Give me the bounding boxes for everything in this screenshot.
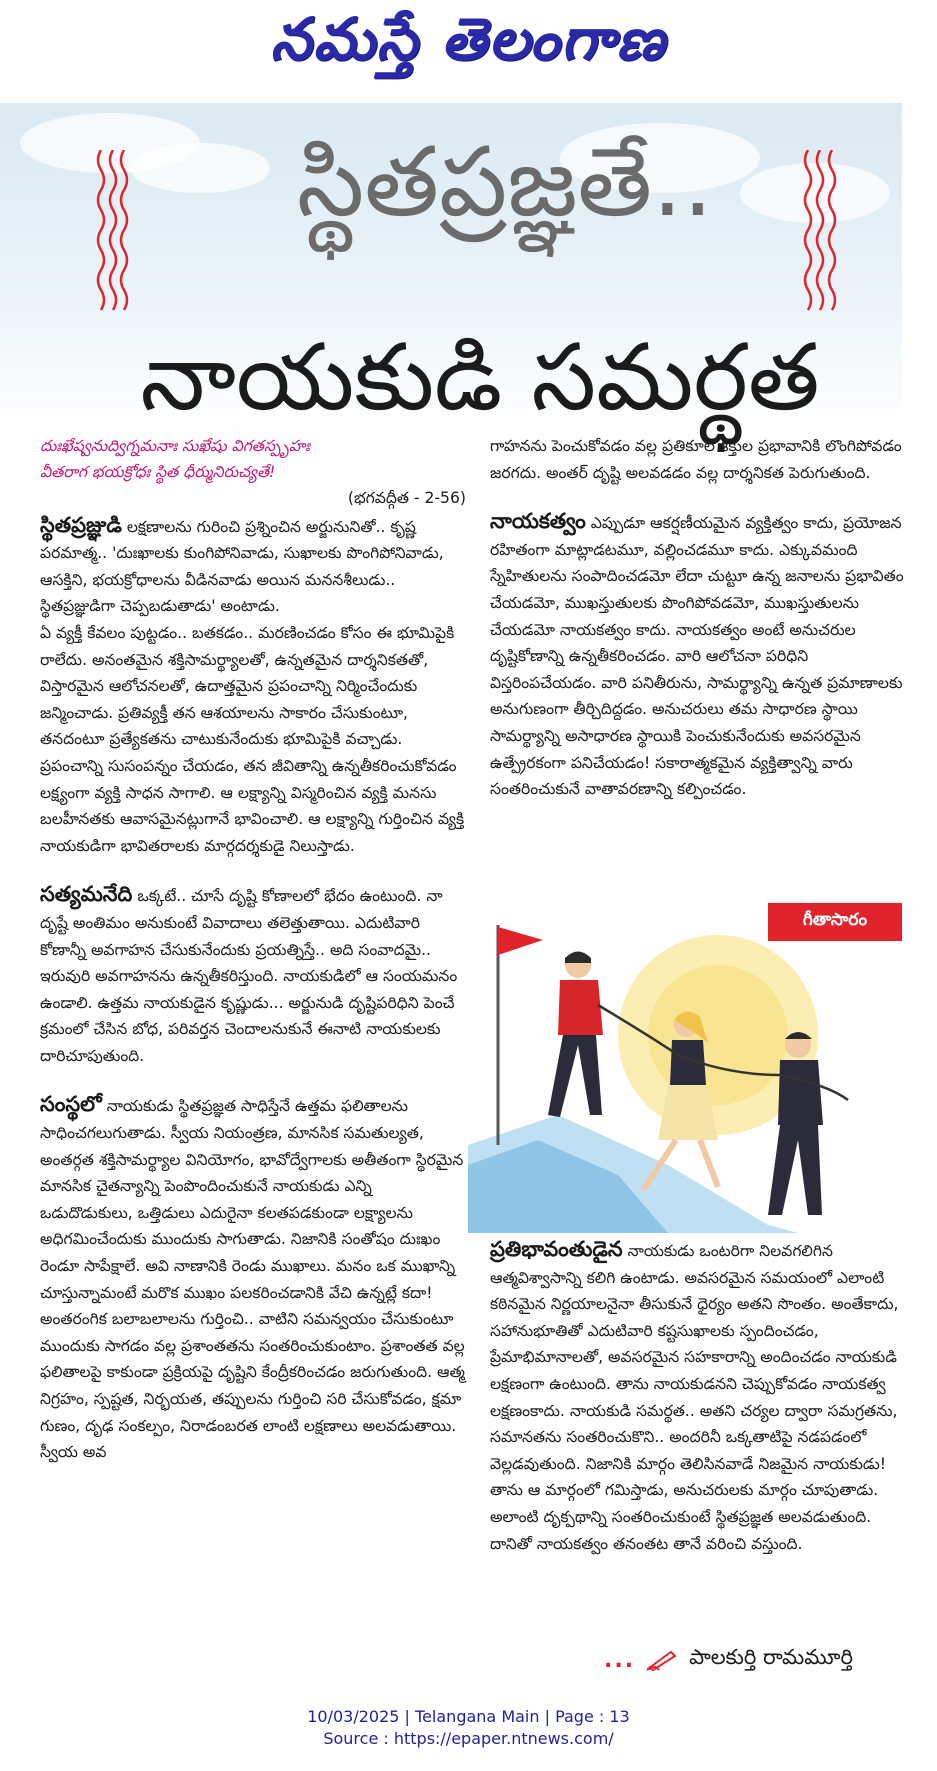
byline bbox=[604, 1640, 904, 1680]
section-badge: గీతాసారం bbox=[768, 903, 902, 941]
paragraph-text: ఒక్కటే.. చూసే దృష్టి కోణాలలో భేదం ఉంటుంది. నా దృష్టే అంతిమం అనుకుంటే వివాదాలు తలెత్తుతాయి. ఎదుటివారి కోణాన్నీ అవగాహన చేసుకునేందుకు ప్రయత్నిస్తే.. అది సంవాదమై.. ఇరువురి అవగాహనను ఉన్నతీకరిస్తుంది. నాయకుడిలో ఆ సంయమనం ఉండాలి. ఉత్తమ నాయకుడైన కృష్ణుడు... అర్జునుడి దృష్టిపరిధిని పెంచే క్రమంలో చేసిన బోధ, పరివర్తన చెందాలనుకునే ఈనాటి నాయకులకు దారిచూపుతుంది. bbox=[40, 887, 458, 1065]
paragraph-text: ఎప్పుడూ ఆకర్షణీయమైన వ్యక్తిత్వం కాదు, ప్రయోజన రహితంగా మాట్లాడటమూ, వల్లించడమూ కాదు. ఎక్కువమంది స్నేహితులను సంపాదించడమో లేదా చుట్టూ ఉన్న జనాలను ప్రభావితం చేయడమో, ముఖస్తుతులకు పొంగిపోవడమో, ముఖస్తుతులను చేయడమో నాయకత్వం కాదు. నాయకత్వం అంటే అనుచరుల దృష్టికోణాన్ని ఉన్నతీకరించడం. వారి ఆలోచనా పరిధిని విస్తరింపచేయడం. వారి పనితీరును, సామర్థ్యాన్ని ఉన్నత ప్రమాణాలకు అనుగుణంగా తీర్చిదిద్దడం. అనుచరులు తమ సాధారణ స్థాయి సామర్థ్యాన్ని అసాధారణ స్థాయికి పెంచుకునేందుకు అవసరమైన ఉత్ప్రేరకంగా పనిచేయడం! సకారాత్మకమైన వ్యక్తిత్వాన్ని వారు సంతరించుకునే వాతావరణాన్ని కల్పించడం. bbox=[490, 514, 904, 799]
author-name: పాలకుర్తి రామమూర్తి bbox=[689, 1645, 853, 1669]
headline-line-2: నాయకుడి సమర్థత bbox=[140, 324, 820, 431]
right-column-top bbox=[490, 433, 908, 803]
decor-squiggle-left-2 bbox=[118, 150, 144, 320]
masthead-title: నమస్తే తెలంగాణ bbox=[270, 4, 667, 73]
paragraph-lead: సంస్థలో bbox=[40, 1092, 102, 1117]
paragraph bbox=[40, 1091, 466, 1465]
paragraph bbox=[40, 512, 466, 620]
paragraph-text: లక్షణాలను గురించి ప్రశ్నించిన అర్జునునితో.. కృష్ణ పరమాత్మ.. 'దుఃఖాలకు కుంగిపోనివాడు, సుఖాలకు పొంగిపోనివాడు, ఆసక్తిని, భయక్రోధాలను వీడినవాడు అయిన మననశీలుడు.. స్థితప్రజ్ఞుడిగా చెప్పబడుతాడు' అంటాడు. bbox=[40, 517, 444, 616]
headline-line-1: స్థితప్రజ్ఞతే.. bbox=[296, 126, 714, 238]
leadership-illustration bbox=[468, 925, 902, 1233]
pen-icon bbox=[645, 1648, 679, 1672]
verse-reference: (భగవద్గీత - 2-56) bbox=[347, 489, 466, 507]
right-column-bottom bbox=[490, 1236, 908, 1557]
page-footer bbox=[0, 1706, 937, 1750]
footer-source-line: Source : https://epaper.ntnews.com/ bbox=[323, 1729, 614, 1748]
paragraph: ఏ వ్యక్తీ కేవలం పుట్టడం.. బతకడం.. మరణించడం కోసం ఈ భూమిపైకి రాలేదు. అనంతమైన శక్తిసామర్థ్యాలతో, ఉన్నతమైన దార్శనికతతో, విస్తారమైన ఆలోచనలతో, ఉదాత్తమైన ప్రపంచాన్ని నిర్మించేందుకు జన్మించాడు. ప్రతివ్యక్తీ తన ఆశయాలను సాకారం చేసుకుంటూ, తనదంటూ ప్రత్యేకతను చాటుకునేందుకు భూమిపైకి వచ్చాడు. ప్రపంచాన్ని సుసంపన్నం చేయడం, తన జీవితాన్ని ఉన్నతీకరించుకోవడం లక్ష్యంగా వ్యక్తి సాధన సాగాలి. ఆ లక్ష్యాన్ని విస్మరించిన వ్యక్తి మనసు బలహీనతకు ఆవాసమైనట్లుగానే భావించాలి. ఆ లక్ష్యాన్ని గుర్తించిన వ్యక్తి నాయకుడిగా భావితరాలకు మార్గదర్శకుడై నిలుస్తాడు. bbox=[40, 623, 465, 855]
paragraph-lead: నాయకత్వం bbox=[490, 509, 586, 534]
paragraph: గాహనను పెంచుకోవడం వల్ల ప్రతికూల శక్తుల ప్రభావానికి లొంగిపోవడం జరగదు. అంతర్ దృష్టి అలవడడం వల్ల దార్శనికత పెరుగుతుంది. bbox=[490, 437, 902, 482]
masthead bbox=[0, 0, 937, 92]
paragraph bbox=[490, 1236, 908, 1557]
verse-line-2: వీతరాగ భయక్రోధః స్థిత ధీర్మునిరుచ్యతే! bbox=[40, 463, 276, 481]
paragraph bbox=[490, 508, 908, 803]
left-column bbox=[40, 433, 466, 1466]
verse-line-1: దుఃఖేష్వనుద్విగ్నమనాః సుఖేషు విగతస్పృహః bbox=[40, 437, 310, 455]
paragraph bbox=[40, 881, 466, 1069]
decor-squiggle-right-2 bbox=[826, 150, 852, 320]
byline-dots: ... bbox=[604, 1647, 636, 1673]
footer-date-line: 10/03/2025 | Telangana Main | Page : 13 bbox=[307, 1707, 630, 1726]
paragraph-text: నాయకుడు ఒంటరిగా నిలవగలిగిన ఆత్మవిశ్వాసాన్ని కలిగి ఉంటాడు. అవసరమైన సమయంలో ఎలాంటి కఠినమైన నిర్ణయాలనైనా తీసుకునే ధైర్యం అతని సొంతం. అంతేకాదు, సహానుభూతితో ఎదుటివారి కష్టసుఖాలకు స్పందించడం, ప్రేమాభిమానాలతో, అవసరమైన సహకారాన్ని అందించడం నాయకుడి లక్షణంగా ఉంటుంది. తాను నాయకుడనని చెప్పుకోవడం నాయకత్వ లక్షణంకాదు. నాయకుడి సమర్థత.. అతని చర్యల ద్వారా సమగ్రతను, సమానతను సంతరించుకొని.. అందరినీ ఒక్కతాటిపై నడపడంలో వెల్లడవుతుంది. నిజానికి మార్గం తెలిసినవాడే నిజమైన నాయకుడు! తాను ఆ మార్గంలో గమిస్తాడు, అనుచరులకు మార్గం చూపుతాడు. అలాంటి దృక్పథాన్ని సంతరించుకుంటే స్థితప్రజ్ఞత అలవడుతుంది. దానితో నాయకత్వం తనంతట తానే వరించి వస్తుంది. bbox=[490, 1242, 899, 1553]
paragraph-lead: ప్రతిభావంతుడైన bbox=[490, 1237, 623, 1261]
paragraph-lead: సత్యమనేది bbox=[40, 882, 133, 907]
paragraph-lead: స్థితప్రజ్ఞుడి bbox=[40, 512, 122, 537]
paragraph-text: నాయకుడు స్థితప్రజ్ఞత సాధిస్తేనే ఉత్తమ ఫలితాలను సాధించగలుగుతాడు. స్వీయ నియంత్రణ, మానసిక సమతుల్యత, అంతర్గత శక్తిసామర్థ్యాల వినియోగం, భావోద్వేగాలకు అతీతంగా స్థిరమైన మానసిక చైతన్యాన్ని పెంపొందించుకునే నాయకుడు ఎన్ని ఒడుదొడుకులు, ఒత్తిడులు ఎదురైనా కలతపడకుండా లక్ష్యాలను అధిగమించేందుకు ముందుకు సాగుతాడు. నిజానికి సంతోషం దుఃఖం రెండూ సాపేక్షాలే. అవి నాణానికి రెండు ముఖాలు. మనం ఒక ముఖాన్ని చూస్తున్నామంటే మరొక ముఖం పలకరించడానికి వేచి ఉన్నట్లే కదా! అంతరంగిక బలాబలాలను గుర్తించి.. వాటిని సమన్వయం చేసుకుంటూ ముందుకు సాగడం వల్ల ప్రశాంతతను సంతరించుకుంటాం. ప్రశాంతత వల్ల ఫలితాలపై కాకుండా ప్రక్రియపై దృష్టిని కేంద్రీకరించడం జరుగుతుంది. ఆత్మ నిగ్రహం, స్పష్టత, నిర్భయత, తప్పులను గుర్తించి సరి చేసుకోవడం, క్షమా గుణం, దృఢ సంకల్పం, నిరాడంబరత లాంటి లక్షణాలు అలవడుతాయి. స్వీయ అవ bbox=[40, 1097, 465, 1462]
